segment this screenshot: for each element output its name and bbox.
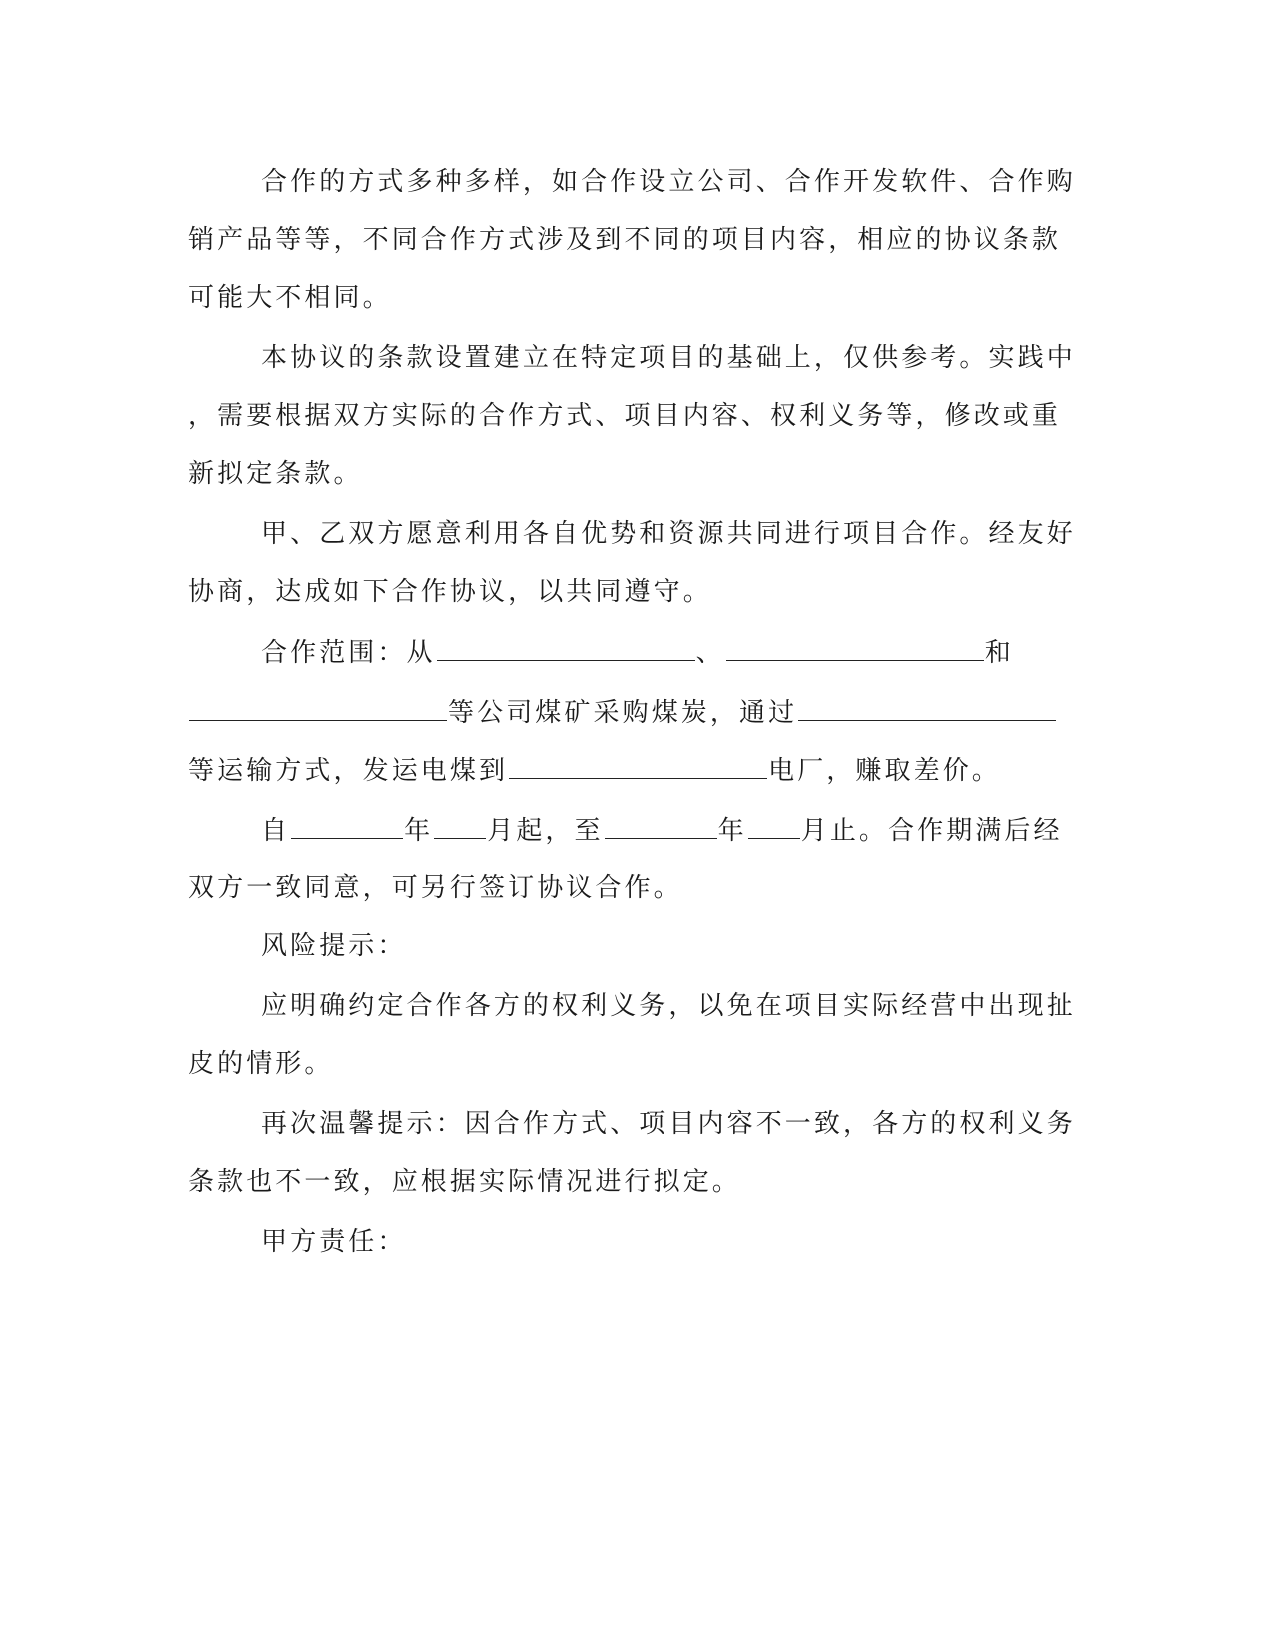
term-text: 自	[261, 816, 291, 846]
term-text: 年	[717, 816, 747, 846]
blank-field[interactable]	[605, 810, 717, 839]
term-text: 月止。合作期满后经	[800, 816, 1063, 846]
paragraph-line: 可能大不相同。	[188, 283, 392, 313]
scope-line-2	[188, 692, 1088, 732]
paragraph-line: 应明确约定合作各方的权利义务，以免在项目实际经营中出现扯	[261, 991, 1076, 1021]
blank-field[interactable]	[748, 810, 800, 839]
blank-field[interactable]	[189, 692, 447, 721]
paragraph-line: 条款也不一致，应根据实际情况进行拟定。	[188, 1167, 741, 1197]
paragraph-line: 双方一致同意，可另行签订协议合作。	[188, 873, 683, 903]
term-line-1	[261, 810, 1161, 850]
section-heading: 甲方责任：	[261, 1227, 407, 1257]
paragraph-line: 皮的情形。	[188, 1049, 334, 1079]
scope-middle: 等公司煤矿采购煤炭，通过	[448, 698, 798, 728]
paragraph-line: 合作的方式多种多样，如合作设立公司、合作开发软件、合作购	[261, 167, 1076, 197]
blank-field[interactable]	[434, 810, 486, 839]
paragraph-line: 再次温馨提示：因合作方式、项目内容不一致，各方的权利义务	[261, 1109, 1076, 1139]
term-text: 年	[404, 816, 434, 846]
scope-suffix: 电厂，赚取差价。	[768, 756, 1001, 786]
blank-field[interactable]	[798, 692, 1056, 721]
paragraph-line: 甲、乙双方愿意利用各自优势和资源共同进行项目合作。经友好	[261, 519, 1076, 549]
section-heading: 风险提示：	[261, 931, 407, 961]
scope-prefix: 等运输方式，发运电煤到	[188, 756, 509, 786]
paragraph-line: 协商，达成如下合作协议，以共同遵守。	[188, 577, 712, 607]
paragraph-line: ，需要根据双方实际的合作方式、项目内容、权利义务等，修改或重	[188, 401, 1062, 431]
scope-line-1	[261, 632, 1161, 672]
scope-prefix: 合作范围：从	[261, 638, 436, 668]
blank-field[interactable]	[509, 750, 767, 779]
paragraph-line: 本协议的条款设置建立在特定项目的基础上，仅供参考。实践中	[261, 343, 1076, 373]
scope-suffix: 和	[984, 638, 1014, 668]
blank-field[interactable]	[437, 632, 695, 661]
blank-field[interactable]	[726, 632, 984, 661]
paragraph-line: 新拟定条款。	[188, 459, 363, 489]
term-text: 月起，至	[487, 816, 604, 846]
paragraph-line: 销产品等等，不同合作方式涉及到不同的项目内容，相应的协议条款	[188, 225, 1062, 255]
scope-separator: 、	[695, 638, 725, 668]
scope-line-3	[188, 750, 1088, 790]
blank-field[interactable]	[291, 810, 403, 839]
